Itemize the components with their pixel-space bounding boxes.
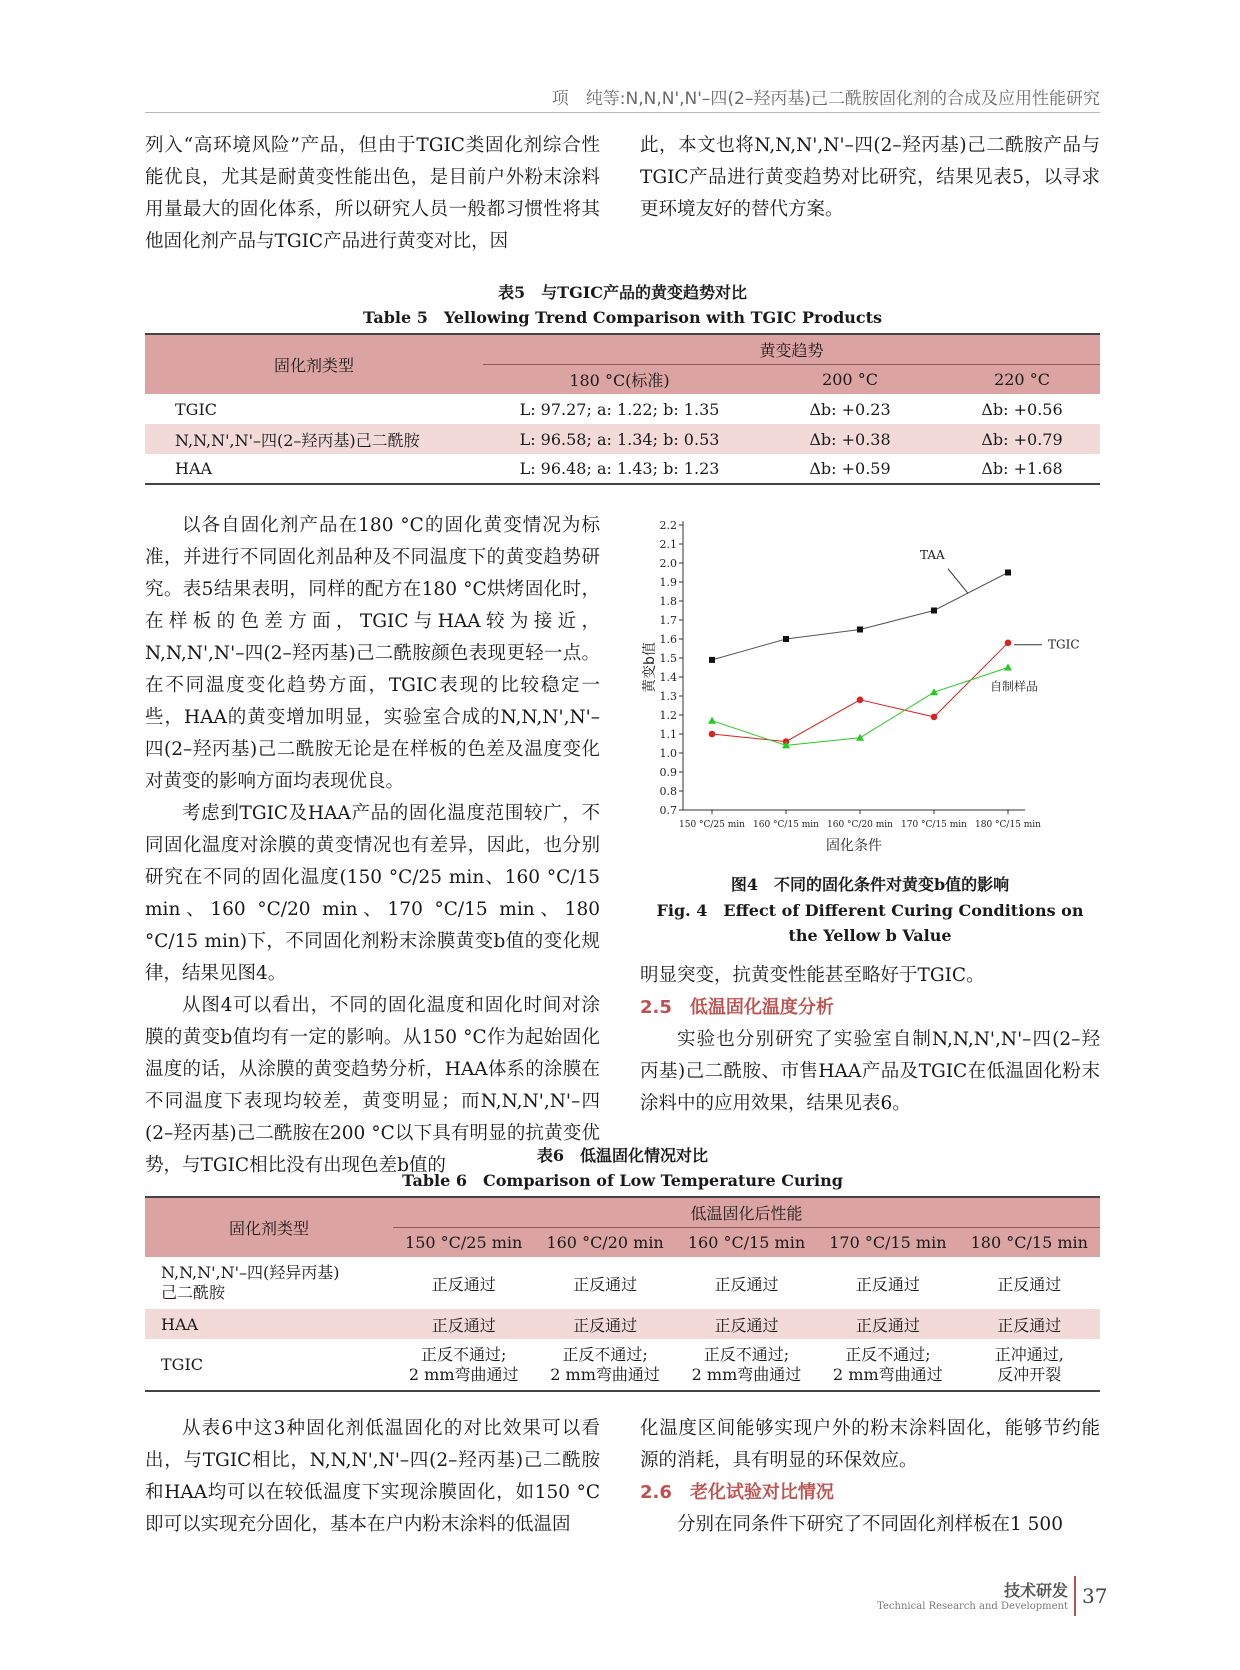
cell-line: 正反不通过;	[420, 1344, 507, 1364]
paragraph: 实验也分别研究了实验室自制N,N,N',N'–四(2–羟丙基)己二酰胺、市售HAA产品及TGIC在低温固化粉末涂料中的应用效果，结果见表6。	[640, 1029, 1100, 1114]
y-tick-label: 1.8	[659, 595, 677, 608]
paragraph: 列入“高环境风险”产品，但由于TGIC类固化剂综合性能优良，尤其是耐黄变性能出色，是目前户外粉末涂料用量最大的固化体系，所以研究人员一般都习惯性将其他固化剂产品与TGIC产品进行黄变对比，因	[145, 135, 600, 252]
table6-cell	[817, 1339, 958, 1391]
table6-cell	[676, 1339, 817, 1391]
data-point	[857, 697, 864, 704]
y-tick-label: 0.9	[659, 766, 677, 779]
table6-cell: 正反通过	[676, 1309, 817, 1339]
table5-caption-cn: 表5 与TGIC产品的黄变趋势对比	[498, 283, 747, 302]
table5-cell: Δb: +0.59	[809, 459, 891, 478]
cell-line: 2 mm弯曲通过	[833, 1364, 943, 1384]
paragraph: 化温度区间能够实现户外的粉末涂料固化，能够节约能源的消耗，具有明显的环保效应。	[640, 1418, 1100, 1471]
table6-cell: HAA	[145, 1309, 393, 1339]
table5-cell: HAA	[175, 459, 213, 478]
paragraph: 从图4可以看出，不同的固化温度和固化时间对涂膜的黄变b值均有一定的影响。从150 °C作为起始固化温度的话，从涂膜的黄变趋势分析，HAA体系的涂膜在不同温度下表现均较差，黄变明显；而N,N,N',N'–四(2–羟丙基)己二酰胺在200 °C以下具有明显的抗黄变优势，与TGIC相比没有出现色差b值的	[145, 995, 600, 1176]
x-tick-label: 160 °C/15 min	[753, 820, 819, 830]
data-point	[709, 731, 716, 738]
fig4-line-chart	[640, 515, 1100, 875]
table6-cell: 正反通过	[393, 1309, 534, 1339]
running-title: 项 纯等:N,N,N',N'–四(2–羟丙基)己二酰胺固化剂的合成及应用性能研究	[551, 89, 1100, 109]
y-tick-label: 1.2	[659, 709, 677, 722]
table6-cell	[959, 1339, 1100, 1391]
table5-cell: L: 96.58; a: 1.34; b: 0.53	[483, 424, 756, 454]
series-line	[712, 643, 1008, 742]
footer-section-cn: 技术研发	[1003, 1581, 1068, 1600]
table6-col-type: 固化剂类型	[145, 1197, 393, 1257]
y-tick-label: 0.7	[659, 804, 677, 817]
fig4-caption-en: Fig. 4 Effect of Different Curing Conditions on the Yellow b Value	[656, 901, 1084, 945]
table6	[145, 1196, 1100, 1392]
x-tick-label: 170 °C/15 min	[901, 820, 967, 830]
page-number: 37	[1082, 1584, 1108, 1608]
table-row	[145, 1339, 1100, 1391]
table5-cell: TGIC	[175, 399, 218, 419]
table5-cell: Δb: +1.68	[981, 459, 1063, 478]
data-point	[783, 636, 789, 642]
table6-cell: 正反通过	[714, 1274, 779, 1294]
table5-cell: Δb: +0.79	[944, 424, 1100, 454]
data-point	[1005, 640, 1012, 647]
paragraph: 分别在同条件下研究了不同固化剂样板在1 500	[677, 1514, 1063, 1535]
paragraph: 考虑到TGIC及HAA产品的固化温度范围较广，不同固化温度对涂膜的黄变情况也有差异，因此，也分别研究在不同的固化温度(150 °C/25 min、160 °C/15 min、160 °C/20 min、170 °C/15 min、180 °C/15 min)下，不同固化剂粉末涂膜黄变b值的变化规律，结果见图4。	[145, 803, 600, 984]
table5	[145, 333, 1100, 485]
table6-cell: 正反通过	[817, 1309, 958, 1339]
top-left-text	[145, 130, 600, 258]
table5-cell: Δb: +0.23	[809, 399, 891, 419]
y-tick-label: 1.0	[659, 747, 677, 760]
y-tick-label: 1.5	[659, 652, 677, 665]
table5-col-type: 固化剂类型	[145, 334, 483, 394]
series-label-tgic: TGIC	[1048, 637, 1080, 652]
table6-subheader: 180 °C/15 min	[959, 1228, 1100, 1258]
table-row	[145, 454, 1100, 484]
table6-subheader: 150 °C/25 min	[393, 1228, 534, 1258]
data-point	[857, 627, 863, 633]
table6-col-group: 低温固化后性能	[393, 1197, 1100, 1228]
series-line	[712, 668, 1008, 746]
y-tick-label: 1.1	[659, 728, 677, 741]
mid-right-text	[640, 960, 1100, 1120]
table5-cell: N,N,N',N'–四(2–羟丙基)己二酰胺	[145, 424, 483, 454]
header-rule	[145, 112, 1100, 113]
table5-cell: L: 96.48; a: 1.43; b: 1.23	[519, 459, 720, 478]
section-heading-2-6: 2.6 老化试验对比情况	[640, 1482, 834, 1503]
table6-cell: 正反通过	[431, 1274, 496, 1294]
y-tick-label: 1.9	[659, 576, 677, 589]
cell-line: 正冲通过,	[994, 1344, 1064, 1364]
x-tick-label: 180 °C/15 min	[975, 820, 1041, 830]
table-row	[145, 424, 1100, 454]
table6-cell	[534, 1339, 675, 1391]
y-axis-label: 黄变b值	[642, 642, 658, 693]
table6-cell	[393, 1339, 534, 1391]
table6-cell: 正反通过	[855, 1274, 920, 1294]
paragraph: 以各自固化剂产品在180 °C的固化黄变情况为标准，并进行不同固化剂品种及不同温度下的黄变趋势研究。表5结果表明，同样的配方在180 °C烘烤固化时，在样板的色差方面，TGIC与HAA较为接近，N,N,N',N'–四(2–羟丙基)己二酰胺颜色表现更轻一点。在不同温度变化趋势方面，TGIC表现的比较稳定一些，HAA的黄变增加明显，实验室合成的N,N,N',N'–四(2–羟丙基)己二酰胺无论是在样板的色差及温度变化对黄变的影响方面均表现优良。	[145, 515, 600, 792]
y-tick-label: 0.8	[659, 785, 677, 798]
cell-line: 反冲开裂	[997, 1364, 1062, 1384]
table6-subheader: 160 °C/20 min	[534, 1228, 675, 1258]
table5-subheader: 220 °C	[944, 365, 1100, 395]
mid-left-text	[145, 510, 600, 1182]
table6-cell: TGIC	[161, 1354, 204, 1374]
table5-caption-en: Table 5 Yellowing Trend Comparison with TGIC Products	[362, 308, 883, 327]
table-row	[145, 1309, 1100, 1339]
paragraph: 从表6中这3种固化剂低温固化的对比效果可以看出，与TGIC相比，N,N,N',N'–四(2–羟丙基)己二酰胺和HAA均可以在较低温度下实现涂膜固化，如150 °C即可以实现充分固化，基本在户内粉末涂料的低温固	[145, 1418, 600, 1535]
table5-cell: Δb: +0.38	[756, 424, 944, 454]
footer-section-en: Technical Research and Development	[877, 1601, 1068, 1612]
series-line	[712, 573, 1008, 660]
y-tick-label: 2.2	[659, 519, 677, 532]
bottom-left-text	[145, 1413, 600, 1541]
table6-caption-cn: 表6 低温固化情况对比	[536, 1146, 709, 1165]
y-tick-label: 1.7	[659, 614, 677, 627]
data-point	[1005, 570, 1011, 576]
section-heading-2-5: 2.5 低温固化温度分析	[640, 997, 834, 1018]
annotation-arrow	[948, 569, 968, 594]
data-point	[931, 714, 938, 721]
top-right-text	[640, 130, 1100, 226]
table5-cell: Δb: +0.56	[981, 399, 1063, 419]
x-tick-label: 150 °C/25 min	[679, 820, 745, 830]
y-tick-label: 1.3	[659, 690, 677, 703]
bottom-right-text	[640, 1413, 1100, 1541]
footer-divider	[1074, 1576, 1076, 1616]
paragraph: 此，本文也将N,N,N',N'–四(2–羟丙基)己二酰胺产品与TGIC产品进行黄变趋势对比研究，结果见表5，以寻求更环境友好的替代方案。	[640, 135, 1100, 220]
table-row	[145, 1257, 1100, 1309]
table-row	[145, 394, 1100, 424]
fig4-caption-cn: 图4 不同的固化条件对黄变b值的影响	[730, 875, 1010, 894]
y-tick-label: 1.4	[659, 671, 677, 684]
cell-line: 2 mm弯曲通过	[550, 1364, 660, 1384]
x-axis-label: 固化条件	[826, 838, 882, 854]
paragraph: 明显突变，抗黄变性能甚至略好于TGIC。	[640, 965, 985, 986]
y-tick-label: 2.1	[659, 538, 677, 551]
table6-cell: 正反通过	[997, 1274, 1062, 1294]
cell-line: 2 mm弯曲通过	[691, 1364, 802, 1384]
table6-cell: 正反通过	[534, 1309, 675, 1339]
table5-col-group: 黄变趋势	[483, 334, 1100, 365]
table6-subheader: 160 °C/15 min	[676, 1228, 817, 1258]
table6-cell: 正反通过	[573, 1274, 638, 1294]
table6-cell: 正反通过	[959, 1309, 1100, 1339]
series-label-self-made: 自制样品	[990, 679, 1039, 694]
table5-subheader: 200 °C	[756, 365, 944, 395]
data-point	[708, 717, 716, 724]
data-point	[709, 657, 715, 663]
table6-name-line: N,N,N',N'–四(羟异丙基)	[161, 1263, 340, 1282]
cell-line: 2 mm弯曲通过	[408, 1364, 519, 1384]
cell-line: 正反不通过;	[703, 1344, 790, 1364]
y-tick-label: 1.6	[659, 633, 677, 646]
data-point	[1004, 664, 1012, 671]
series-label-taa: TAA	[920, 548, 945, 563]
x-tick-label: 160 °C/20 min	[827, 820, 893, 830]
cell-line: 正反不通过;	[845, 1344, 931, 1364]
table6-name-line: 己二酰胺	[161, 1283, 226, 1302]
table5-cell: L: 97.27; a: 1.22; b: 1.35	[519, 399, 720, 419]
table6-cell	[145, 1257, 393, 1309]
cell-line: 正反不通过;	[562, 1344, 648, 1364]
data-point	[931, 608, 937, 614]
table5-subheader: 180 °C(标准)	[483, 365, 756, 395]
table6-subheader: 170 °C/15 min	[817, 1228, 958, 1258]
table6-caption-en: Table 6 Comparison of Low Temperature Curing	[402, 1171, 843, 1190]
data-point	[856, 734, 864, 741]
y-tick-label: 2.0	[659, 557, 677, 570]
